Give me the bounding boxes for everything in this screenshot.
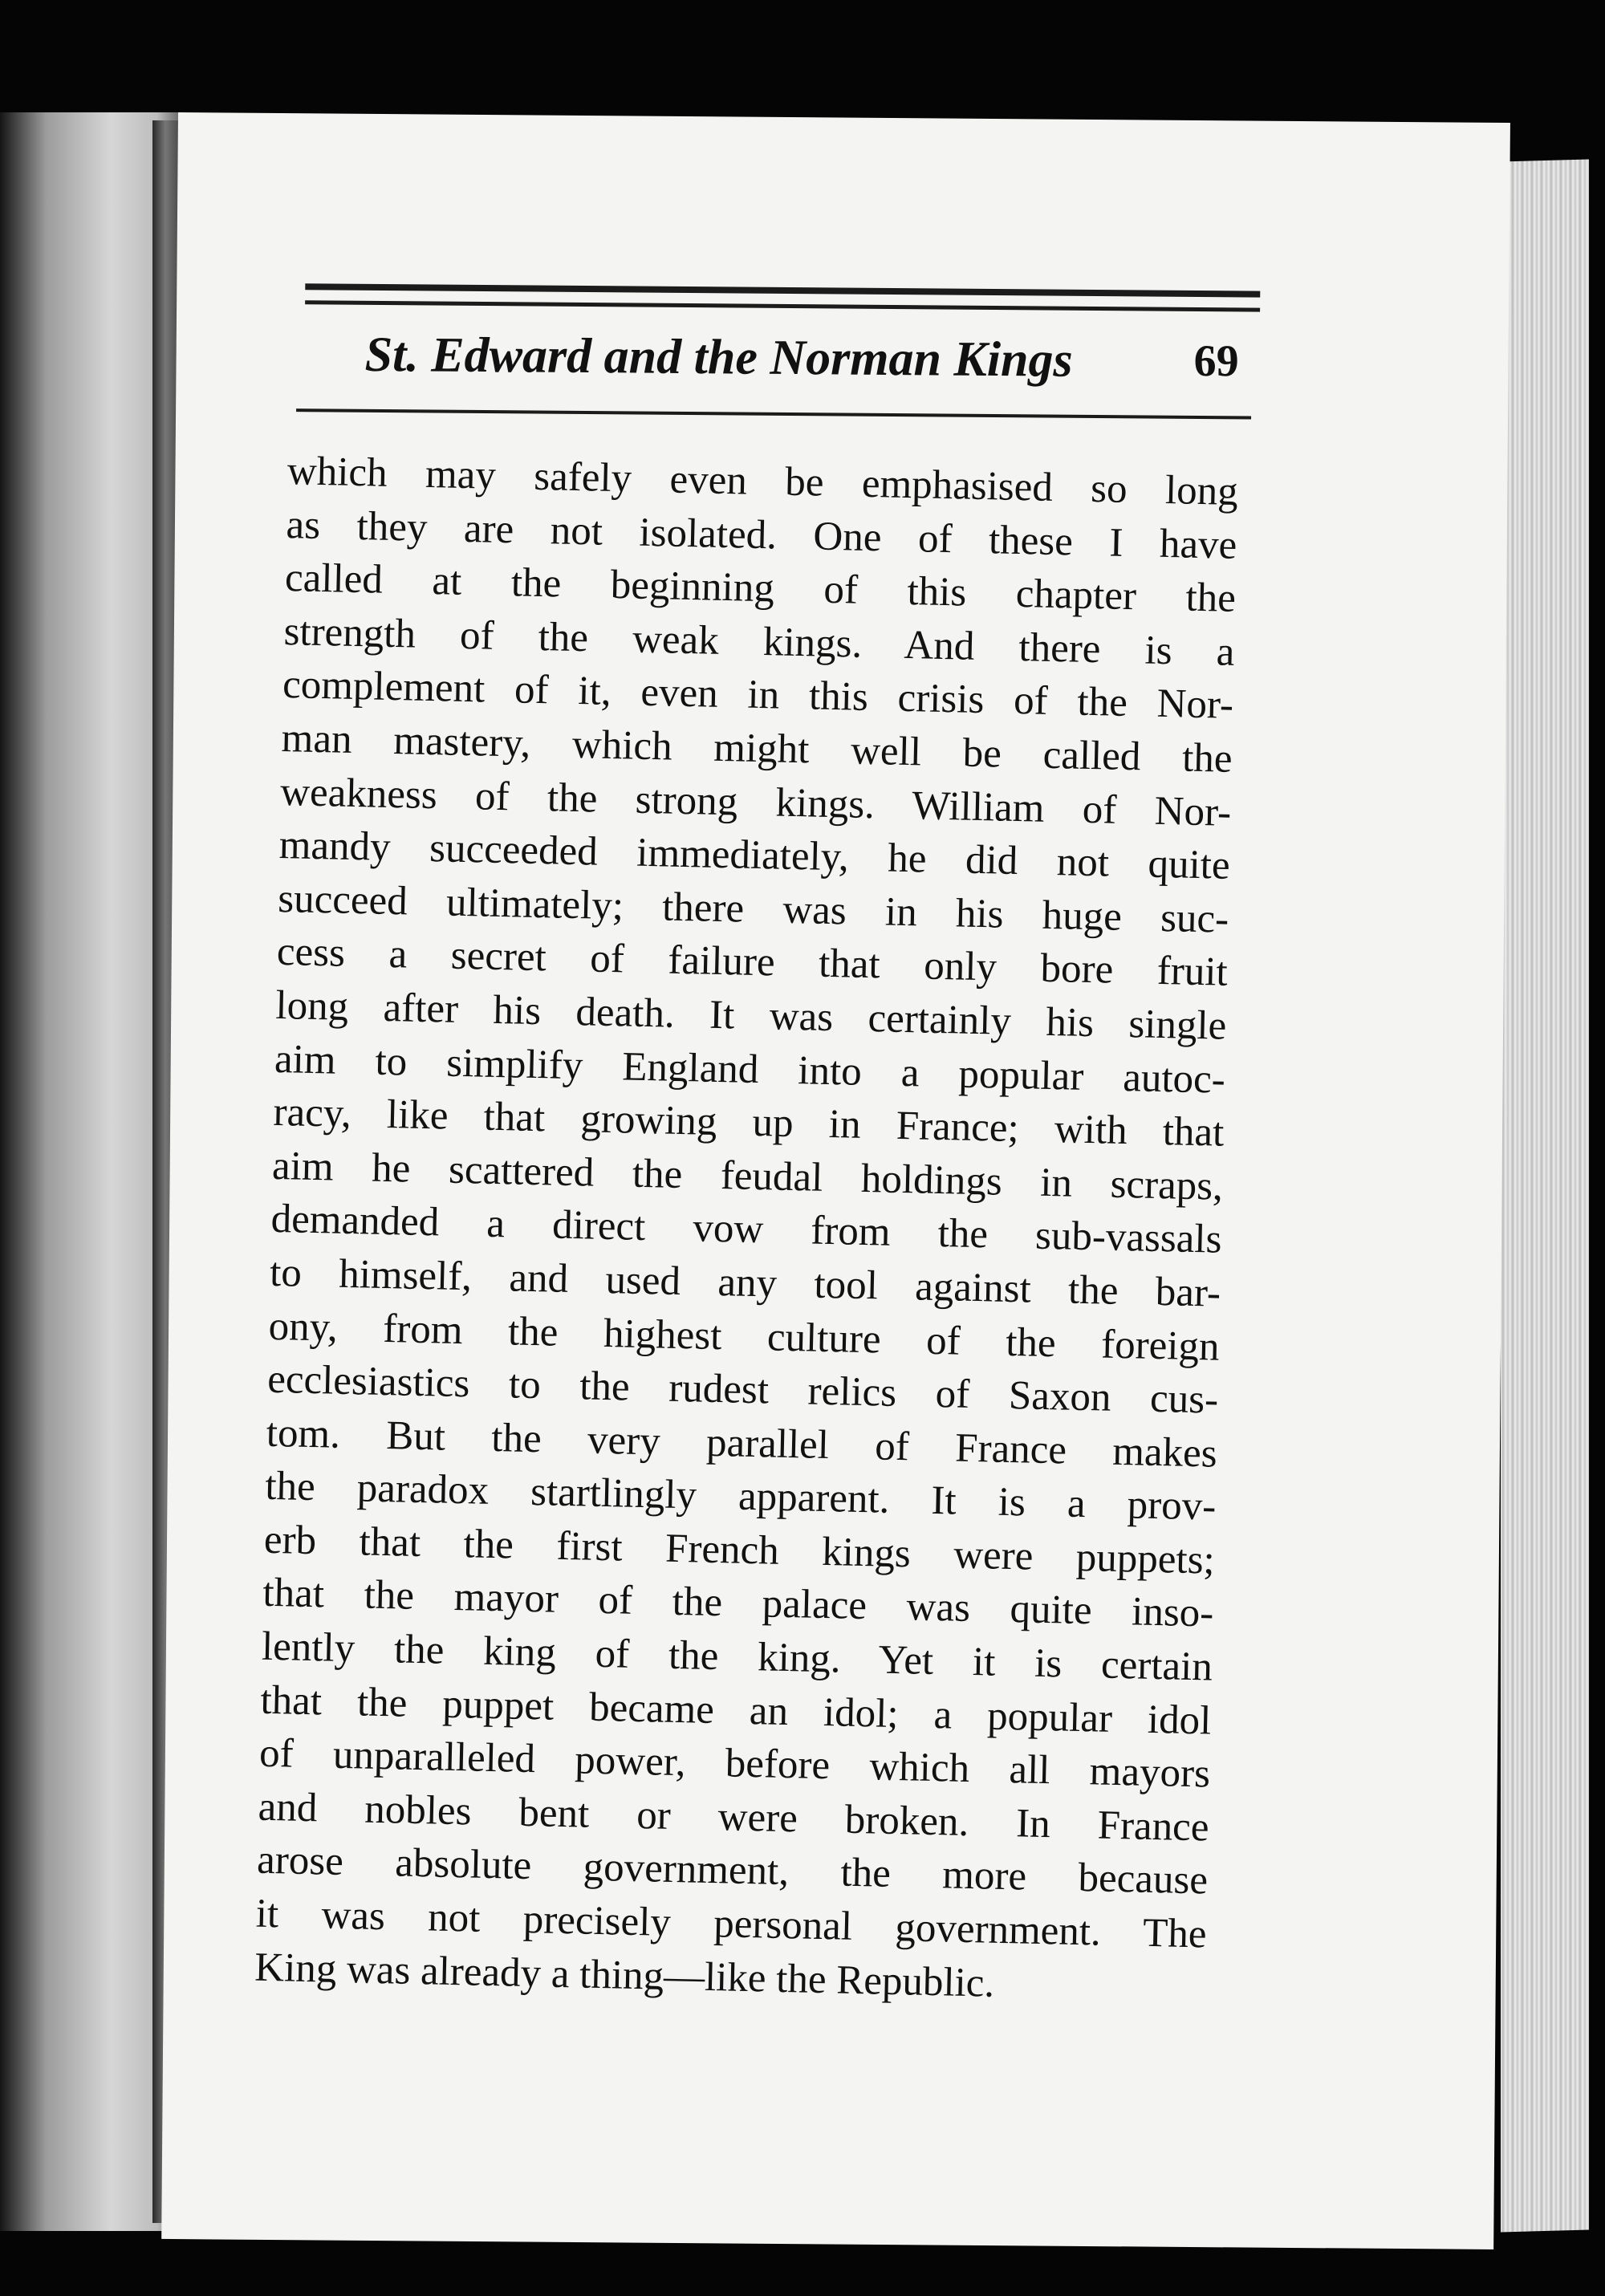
text-line: mandy succeeded immediately, he did not quite	[278, 823, 1231, 888]
text-line: succeed ultimately; there was in his huge suc-	[277, 876, 1229, 942]
text-line: man mastery, which might well be called the	[281, 715, 1233, 782]
text-line: ony, from the highest culture of the foreign	[268, 1303, 1221, 1370]
text-line: which may safely even be emphasised so long	[286, 449, 1239, 514]
text-line: long after his death. It was certainly his single	[274, 982, 1227, 1049]
header-rule	[296, 408, 1251, 419]
text-line: to himself, and used any tool against the bar-	[269, 1250, 1221, 1316]
text-line: weakness of the strong kings. William of Nor-	[279, 769, 1232, 835]
text-line: racy, like that growing up in France; with that	[272, 1090, 1225, 1156]
text-line: as they are not isolated. One of these I have	[285, 502, 1237, 568]
text-line: lently the king of the king. Yet it is certain	[261, 1623, 1213, 1690]
text-line: that the puppet became an idol; a popular idol	[260, 1677, 1212, 1744]
text-line: King was already a thing—like the Republic.	[254, 1944, 995, 2006]
text-line: tom. But the very parallel of France makes	[266, 1410, 1218, 1477]
text-line: cess a secret of failure that only bore fruit	[276, 929, 1229, 996]
text-line: complement of it, even in this crisis of the Nor-	[282, 662, 1234, 729]
text-line: demanded a direct vow from the sub-vassals	[270, 1197, 1223, 1263]
text-line: aim he scattered the feudal holdings in scraps,	[271, 1143, 1224, 1209]
header-double-rule	[305, 283, 1260, 311]
page-number: 69	[1193, 335, 1239, 387]
body-text	[254, 445, 1239, 2015]
book-page	[161, 112, 1510, 2249]
text-line: arose absolute government, the more because	[256, 1838, 1209, 1904]
page-stack-edge	[1501, 160, 1589, 2233]
text-line: that the mayor of the palace was quite inso-	[262, 1571, 1214, 1637]
text-line: strength of the weak kings. And there is a	[283, 608, 1236, 675]
text-line: erb that the first French kings were puppets;	[263, 1517, 1216, 1583]
running-title: St. Edward and the Norman Kings	[364, 327, 1073, 388]
text-line: called at the beginning of this chapter the	[284, 555, 1237, 622]
text-line: and nobles bent or were broken. In France	[258, 1784, 1210, 1851]
text-line: the paradox startlingly apparent. It is a prov-	[264, 1464, 1217, 1530]
text-line: ecclesiastics to the rudest relics of Saxon cus-	[266, 1356, 1219, 1423]
text-line: of unparalleled power, before which all mayors	[258, 1730, 1211, 1797]
text-line: it was not precisely personal government. The	[255, 1891, 1208, 1957]
text-line: aim to simplify England into a popular autoc-	[274, 1036, 1226, 1103]
